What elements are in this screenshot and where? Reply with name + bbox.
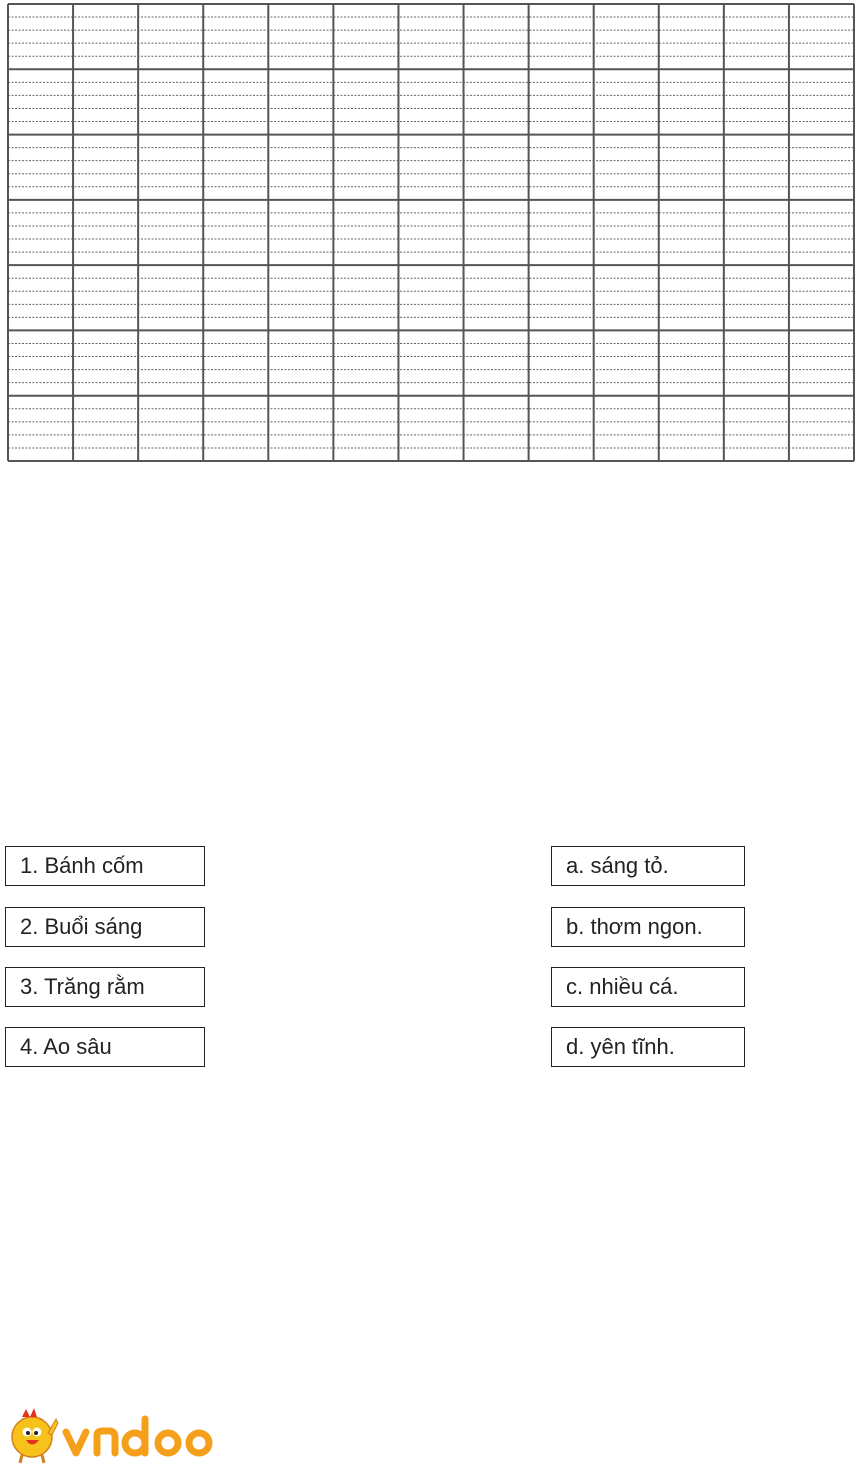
chick-mascot-icon (12, 1408, 58, 1463)
match-right-item-a[interactable]: a. sáng tỏ. (551, 846, 745, 886)
match-left-item-3[interactable]: 3. Trăng rằm (5, 967, 205, 1007)
match-left-item-2[interactable]: 2. Buổi sáng (5, 907, 205, 947)
match-left-item-1[interactable]: 1. Bánh cốm (5, 846, 205, 886)
handwriting-practice-grid (7, 3, 855, 462)
match-right-item-c[interactable]: c. nhiều cá. (551, 967, 745, 1007)
match-left-item-4[interactable]: 4. Ao sâu (5, 1027, 205, 1067)
match-right-item-d[interactable]: d. yên tĩnh. (551, 1027, 745, 1067)
vndoc-logo (6, 1405, 221, 1465)
match-right-item-b[interactable]: b. thơm ngon. (551, 907, 745, 947)
